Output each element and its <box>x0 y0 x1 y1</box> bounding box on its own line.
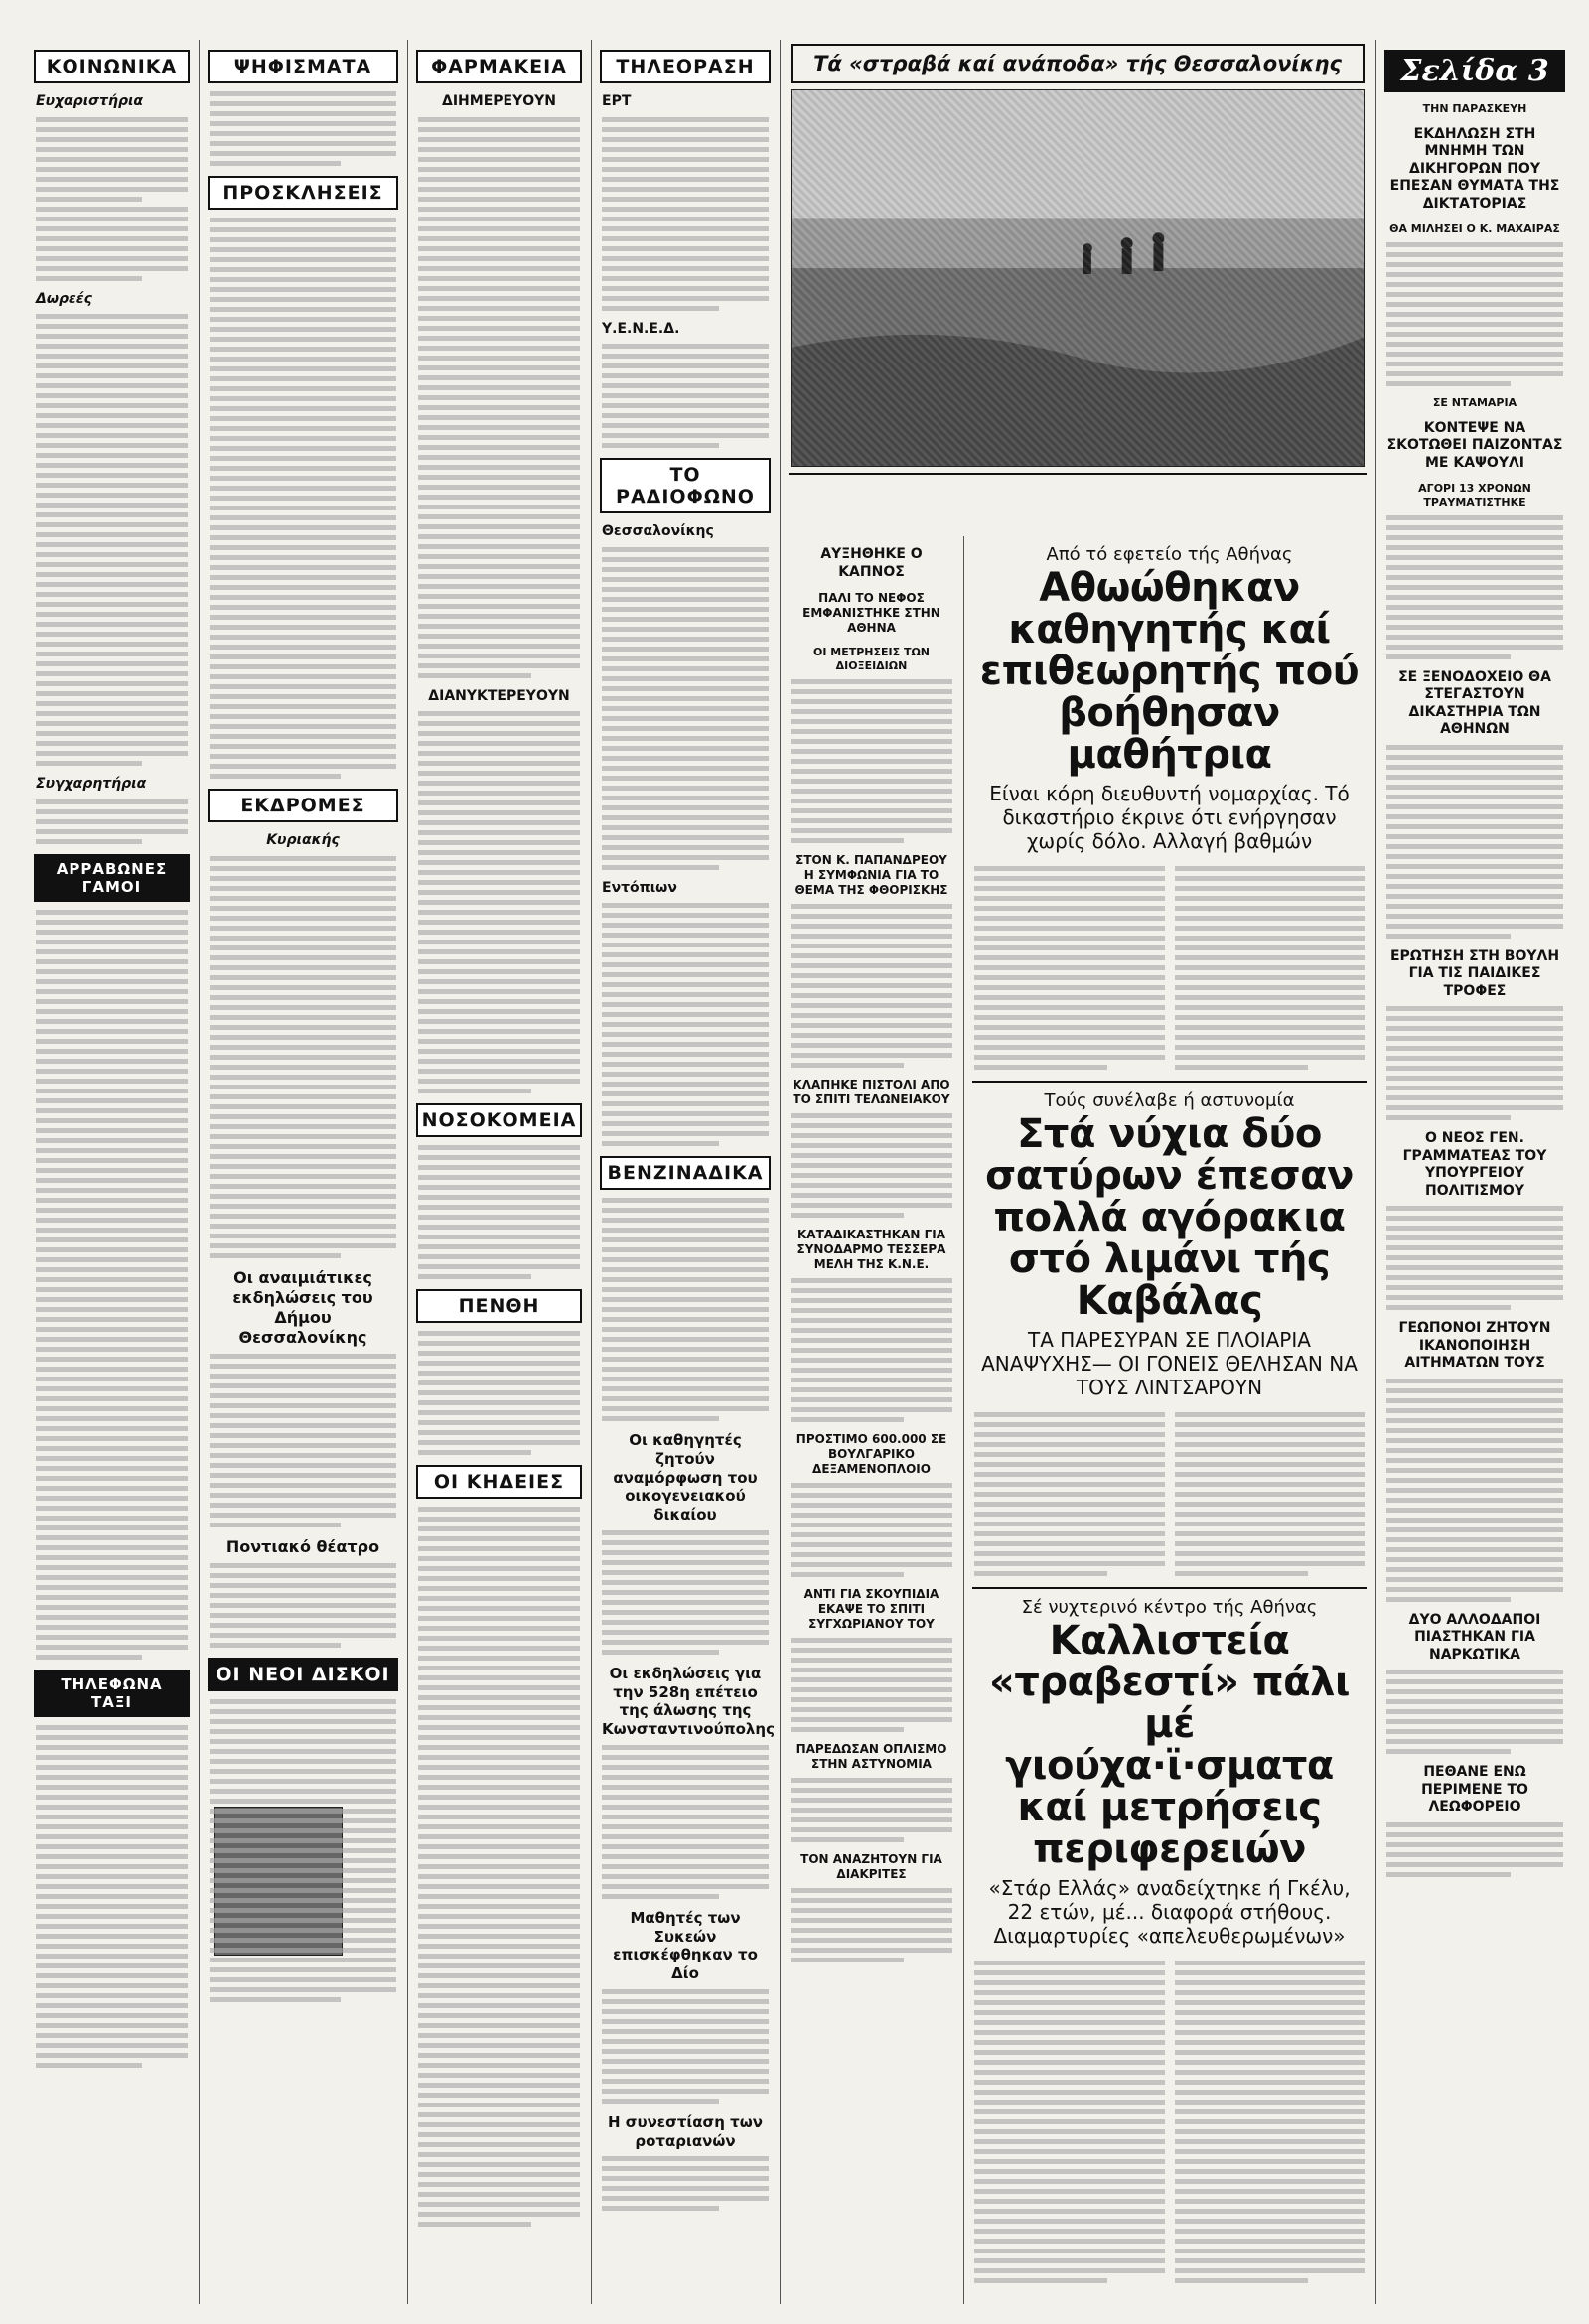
story3-headline: Καλλιστεία «τραβεστί» πάλι μέ γιούχα·ϊ·σματα καί μετρήσεις περιφερειών <box>989 1618 1350 1872</box>
story3-kicker: Σέ νυχτερινό κέντρο τής Αθήνας <box>1021 1597 1318 1618</box>
story1-kicker: Από τό εφετείο τής Αθήνας <box>1046 544 1293 565</box>
text-block <box>418 1331 580 1455</box>
subhead-day-duty: ΔΙΗΜΕΡΕΥΟΥΝ <box>442 93 556 109</box>
subhead-papandreou: ΣΤΟΝ Κ. ΠΑΠΑΝΔΡΕΟΥ Η ΣΥΜΦΩΝΙΑ ΓΙΑ ΤΟ ΘΕΜΑ ΤΗΣ ΦΘΟΡΙΣΚΗΣ <box>794 852 948 897</box>
subhead-congrats: Συγχαρητήρια <box>36 776 147 792</box>
subhead-constantinople-events: Οι εκδηλώσεις για την 528η επέτειο της άλωσης της Κωνσταντινούπολης <box>602 1664 775 1738</box>
subhead-quarry: ΣΕ ΝΤΑΜΑΡΙΑ <box>1432 396 1517 409</box>
text-block <box>602 1989 769 2104</box>
text-block <box>418 1507 580 2227</box>
page-number: Σελίδα 3 <box>1384 50 1565 92</box>
subhead-night-duty: ΔΙΑΝΥΚΤΕΡΕΥΟΥΝ <box>428 687 570 704</box>
text-block <box>1386 1670 1563 1754</box>
text-block <box>36 117 188 281</box>
section-head-new-records: ΟΙ ΝΕΟΙ ΔΙΣΚΟΙ <box>208 1658 398 1691</box>
text-block <box>791 904 952 1068</box>
subhead-ert: ΕΡΤ <box>602 93 632 109</box>
section-head-petrol-stations: ΒΕΝΖΙΝΑΔΙΚΑ <box>600 1156 771 1190</box>
subhead-pistol-stolen: ΚΛΑΠΗΚΕ ΠΙΣΤΟΛΙ ΑΠΟ ΤΟ ΣΠΙΤΙ ΤΕΛΩΝΕΙΑΚΟΥ <box>793 1077 950 1106</box>
text-block <box>210 1699 396 1794</box>
story1-deck: Είναι κόρη διευθυντή νομαρχίας. Τό δικαστήριο έκρινε ότι ενήργησαν χωρίς δόλο. Αλλαγή βαθμών <box>989 782 1350 853</box>
section-head-funerals: ΟΙ ΚΗΔΕΙΕΣ <box>416 1465 582 1499</box>
text-block <box>791 1278 952 1422</box>
section-head-invitations: ΠΡΟΣΚΛΗΣΕΙΣ <box>208 176 398 210</box>
text-block <box>210 218 396 779</box>
text-block <box>210 1799 396 2002</box>
subhead-thessaloniki: Θεσσαλονίκης <box>602 523 714 539</box>
section-head-engagements: ΑΡΡΑΒΩΝΕΣ ΓΑΜΟΙ <box>34 854 190 902</box>
text-block <box>602 344 769 448</box>
section-head-social: ΚΟΙΝΩΝΙΚΑ <box>34 50 190 83</box>
text-block <box>1386 515 1563 659</box>
text-block <box>1386 1206 1563 1310</box>
section-head-mourning: ΠΕΝΘΗ <box>416 1289 582 1323</box>
subhead-kne-sentenced: ΚΑΤΑΔΙΚΑΣΤΗΚΑΝ ΓΙΑ ΣΥΝΟΔΑΡΜΟ ΤΕΣΣΕΡΑ ΜΕΛΗ ΤΗΣ Κ.Ν.Ε. <box>796 1227 946 1271</box>
story1-headline: Αθωώθηκαν καθηγητής καί επιθεωρητής πού βοήθησαν μαθήτρια <box>979 565 1360 778</box>
subhead-bulgarian-tanker: ΠΡΟΣΤΙΜΟ 600.000 ΣΕ ΒΟΥΛΓΑΡΙΚΟ ΔΕΞΑΜΕΝΟΠΛΟΙΟ <box>795 1431 947 1476</box>
subhead-lawyers-memorial: ΕΚΔΗΛΩΣΗ ΣΤΗ ΜΝΗΜΗ ΤΩΝ ΔΙΚΗΓΟΡΩΝ ΠΟΥ ΕΠΕΣΑΝ ΘΥΜΑΤΑ ΤΗΣ ΔΙΚΤΑΤΟΡΙΑΣ <box>1389 125 1560 212</box>
subhead-detonator: ΚΟΝΤΕΨΕ ΝΑ ΣΚΟΤΩΘΕΙ ΠΑΙΖΟΝΤΑΣ ΜΕ ΚΑΨΟΥΛΙ <box>1386 419 1563 471</box>
subhead-municipal-events: Οι αναιμιάτικες εκδηλώσεις του Δήμου Θεσσαλονίκης <box>232 1267 373 1347</box>
story3-body <box>974 1956 1365 2288</box>
text-block <box>791 1483 952 1577</box>
text-block <box>36 799 188 844</box>
text-block <box>602 1745 769 1899</box>
text-block <box>210 856 396 1258</box>
section-head-taxi-phones: ΤΗΛΕΦΩΝΑ ΤΑΞΙ <box>34 1670 190 1717</box>
text-block <box>418 117 580 678</box>
story2-body <box>974 1407 1365 1581</box>
subhead-friday: ΤΗΝ ΠΑΡΑΣΚΕΥΗ <box>1422 102 1527 115</box>
subhead-died-waiting: ΠΕΘΑΝΕ ΕΝΩ ΠΕΡΙΜΕΝΕ ΤΟ ΛΕΩΦΟΡΕΙΟ <box>1421 1764 1528 1816</box>
text-block <box>602 1198 769 1421</box>
column-resolutions <box>204 40 402 2304</box>
subhead-speaker: ΘΑ ΜΙΛΗΣΕΙ Ο Κ. ΜΑΧΑΙΡΑΣ <box>1389 222 1560 236</box>
section-head-hospitals: ΝΟΣΟΚΟΜΕΙΑ <box>416 1103 582 1137</box>
text-block <box>791 679 952 843</box>
feature-thessaloniki <box>785 40 1371 531</box>
text-block <box>602 547 769 870</box>
text-block <box>602 1530 769 1655</box>
subhead-weapons-handed: ΠΑΡΕΔΩΣΑΝ ΟΠΛΙΣΜΟ ΣΤΗΝ ΑΣΤΥΝΟΜΙΑ <box>795 1741 947 1771</box>
subhead-pontic-theatre: Ποντιακό θέατρο <box>225 1536 380 1556</box>
story3-deck: «Στάρ Ελλάς» αναδείχτηκε ή Γκέλυ, 22 ετών, μέ... διαφορά στήθους. Διαμαρτυρίες «απελευθερωμένων» <box>988 1876 1351 1948</box>
text-block <box>791 1638 952 1732</box>
section-head-television: ΤΗΛΕΟΡΑΣΗ <box>600 50 771 83</box>
text-block <box>602 2156 769 2211</box>
column-news-briefs <box>785 536 958 2304</box>
column-pharmacies <box>412 40 586 2304</box>
subhead-rotary-dinner: Η συνεστίαση των ροταριανών <box>608 2112 763 2150</box>
story2-headline: Στά νύχια δύο σατύρων έπεσαν πολλά αγόρακια στό λιμάνι τής Καβάλας <box>985 1111 1354 1324</box>
text-block <box>418 711 580 1093</box>
text-block <box>36 314 188 766</box>
feature-headline: Τά «στραβά καί ανάποδα» τής Θεσσαλονίκης <box>791 44 1365 83</box>
subhead-teachers-family-law: Οι καθηγητές ζητούν αναμόρφωση του οικογενειακού δικαίου <box>613 1431 758 1524</box>
text-block <box>36 910 188 1660</box>
text-block <box>210 91 396 166</box>
subhead-wanted-embezzlement: ΤΟΝ ΑΝΑΖΗΤΟΥΝ ΓΙΑ ΔΙΑΚΡΙΤΕΣ <box>800 1851 942 1881</box>
subhead-baby-food: ΕΡΩΤΗΣΗ ΣΤΗ ΒΟΥΛΗ ΓΙΑ ΤΙΣ ΠΑΙΔΙΚΕΣ ΤΡΟΦΕΣ <box>1389 947 1560 999</box>
subhead-burned-house: ΑΝΤΙ ΓΙΑ ΣΚΟΥΠΙΔΙΑ ΕΚΑΨΕ ΤΟ ΣΠΙΤΙ ΣΥΓΧΩΡΙΑΝΟΥ ΤΟΥ <box>803 1586 939 1631</box>
subhead-measurements: ΟΙ ΜΕΤΡΗΣΕΙΣ ΤΩΝ ΔΙΟΞΕΙΔΙΩΝ <box>812 646 931 672</box>
text-block <box>791 1778 952 1842</box>
column-tv-radio <box>596 40 775 2304</box>
subhead-smoke: ΑΥΞΗΘΗΚΕ Ο ΚΑΠΝΟΣ <box>820 546 923 580</box>
subhead-boy-injured: ΑΓΟΡΙ 13 ΧΡΟΝΩΝ ΤΡΑΥΜΑΤΙΣΤΗΚΕ <box>1418 482 1531 508</box>
story2-kicker: Τούς συνέλαβε ή αστυνομία <box>1044 1090 1295 1111</box>
subhead-drugs: ΔΥΟ ΑΛΛΟΔΑΠΟΙ ΠΙΑΣΤΗΚΑΝ ΓΙΑ ΝΑΡΚΩΤΙΚΑ <box>1408 1611 1541 1663</box>
story1-body <box>974 861 1365 1075</box>
text-block <box>1386 242 1563 386</box>
section-head-radio: ΤΟ ΡΑΔΙΟΦΩΝΟ <box>600 458 771 513</box>
text-block <box>1386 1006 1563 1120</box>
section-head-excursions: ΕΚΔΡΟΜΕΣ <box>208 789 398 822</box>
column-social <box>30 40 194 2304</box>
column-right-briefs <box>1380 40 1569 2304</box>
text-block <box>791 1888 952 1962</box>
story2-deck: ΤΑ ΠΑΡΕΣΥΡΑΝ ΣΕ ΠΛΟΙΑΡΙΑ ΑΝΑΨΥΧΗΣ— ΟΙ ΓΟΝΕΙΣ ΘΕΛΗΣΑΝ ΝΑ ΤΟΥΣ ΛΙΝΤΣΑΡΟΥΝ <box>981 1328 1358 1399</box>
text-block <box>210 1563 396 1648</box>
subhead-agronomists: ΓΕΩΠΟΝΟΙ ΖΗΤΟΥΝ ΙΚΑΝΟΠΟΙΗΣΗ ΑΙΤΗΜΑΤΩΝ ΤΟΥΣ <box>1398 1320 1551 1372</box>
text-block <box>36 1725 188 2068</box>
subhead-thanks: Ευχαριστήρια <box>36 93 144 109</box>
text-block <box>602 903 769 1146</box>
text-block <box>418 1145 580 1279</box>
text-block <box>1386 745 1563 939</box>
subhead-sykies-students: Μαθητές των Συκεών επισκέφθηκαν το Δίο <box>613 1908 758 1982</box>
subhead-sunday: Κυριακής <box>266 832 340 848</box>
text-block <box>1386 1379 1563 1602</box>
section-head-pharmacies: ΦΑΡΜΑΚΕΙΑ <box>416 50 582 83</box>
subhead-culture-secretary: Ο ΝΕΟΣ ΓΕΝ. ΓΡΑΜΜΑΤΕΑΣ ΤΟΥ ΥΠΟΥΡΓΕΙΟΥ ΠΟΛΙΤΙΣΜΟΥ <box>1402 1130 1547 1199</box>
section-head-resolutions: ΨΗΦΙΣΜΑΤΑ <box>208 50 398 83</box>
text-block <box>210 1354 396 1527</box>
text-block <box>791 1113 952 1218</box>
subhead-donations: Δωρεές <box>36 290 92 307</box>
subhead-yened: Υ.Ε.Ν.Ε.Δ. <box>602 320 680 337</box>
column-main-stories <box>968 536 1371 2304</box>
text-block <box>1386 1822 1563 1877</box>
feature-photo <box>791 89 1365 467</box>
subhead-local: Εντόπιων <box>602 879 677 896</box>
text-block <box>602 117 769 311</box>
subhead-hotel-courts: ΣΕ ΞΕΝΟΔΟΧΕΙΟ ΘΑ ΣΤΕΓΑΣΤΟΥΝ ΔΙΚΑΣΤΗΡΙΑ ΤΩΝ ΑΘΗΝΩΝ <box>1398 668 1551 738</box>
subhead-smog: ΠΑΛΙ ΤΟ ΝΕΦΟΣ ΕΜΦΑΝΙΣΤΗΚΕ ΣΤΗΝ ΑΘΗΝΑ <box>802 591 940 635</box>
